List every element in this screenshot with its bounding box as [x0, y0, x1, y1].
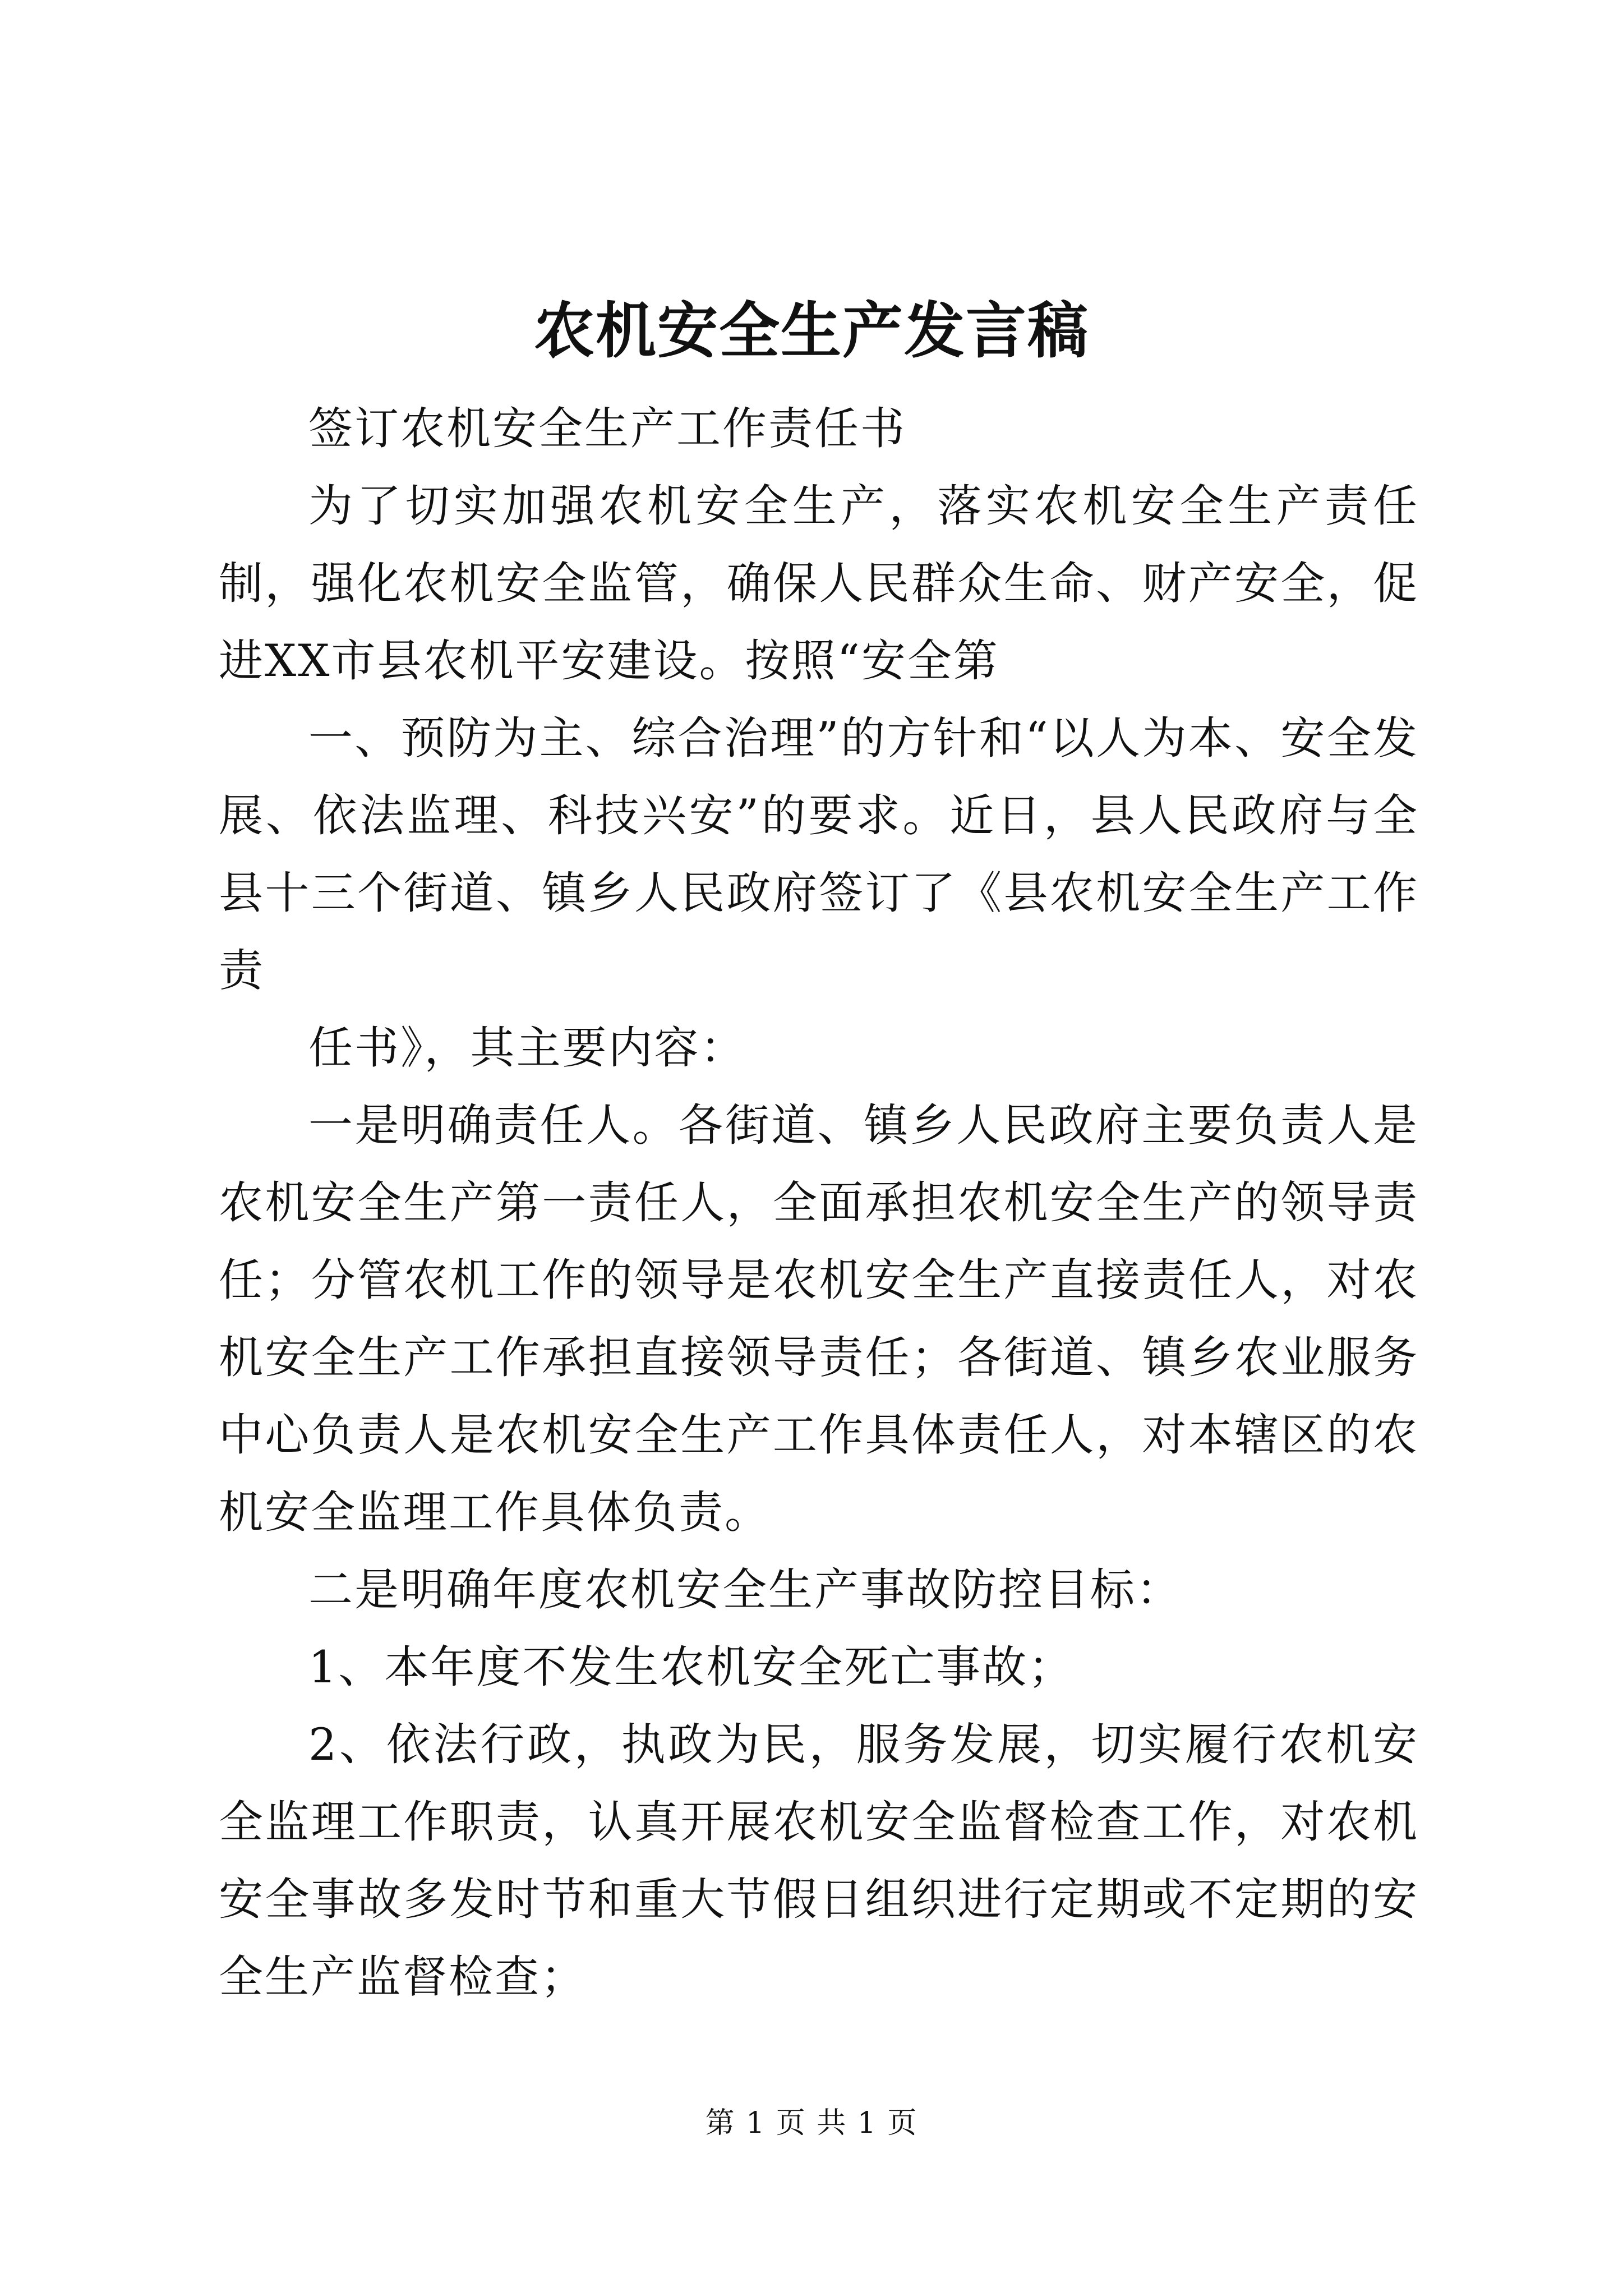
paragraph-responsibility: 一是明确责任人。各街道、镇乡人民政府主要负责人是农机安全生产第一责任人，全面承担农机安全生产的领导责任；分管农机工作的领导是农机安全生产直接责任人，对农机安全生产工作承担直接领导责任；各街道、镇乡农业服务中心负责人是农机安全生产工作具体责任人，对本辖区的农机安全监理工作具体负责。 — [219, 1099, 1419, 1538]
paragraph-policy: 一、预防为主、综合治理”的方针和“以人为本、安全发展、依法监理、科技兴安”的要求。近日，县人民政府与全县十三个街道、镇乡人民政府签订了《县农机安全生产工作责 — [219, 712, 1419, 996]
paragraph-heading: 签订农机安全生产工作责任书 — [308, 403, 906, 454]
paragraph-target-2: 2、依法行政，执政为民，服务发展，切实履行农机安全监理工作职责，认真开展农机安全监督检查工作，对农机安全事故多发时节和重大节假日组织进行定期或不定期的安全生产监督检查； — [219, 1719, 1419, 2003]
paragraph-content-intro: 任书》，其主要内容： — [308, 1022, 746, 1074]
document-body — [219, 390, 1419, 2016]
paragraph-intro: 为了切实加强农机安全生产，落实农机安全生产责任制，强化农机安全监管，确保人民群众生命、财产安全，促进XX市县农机平安建设。按照“安全第 — [219, 480, 1419, 687]
paragraph-targets: 二是明确年度农机安全生产事故防控目标： — [308, 1564, 1182, 1616]
paragraph-target-1: 1、本年度不发生农机安全死亡事故； — [308, 1641, 1075, 1693]
document-title: 农机安全生产发言稿 — [533, 296, 1089, 366]
page-number-footer: 第 1 页 共 1 页 — [705, 2106, 918, 2140]
